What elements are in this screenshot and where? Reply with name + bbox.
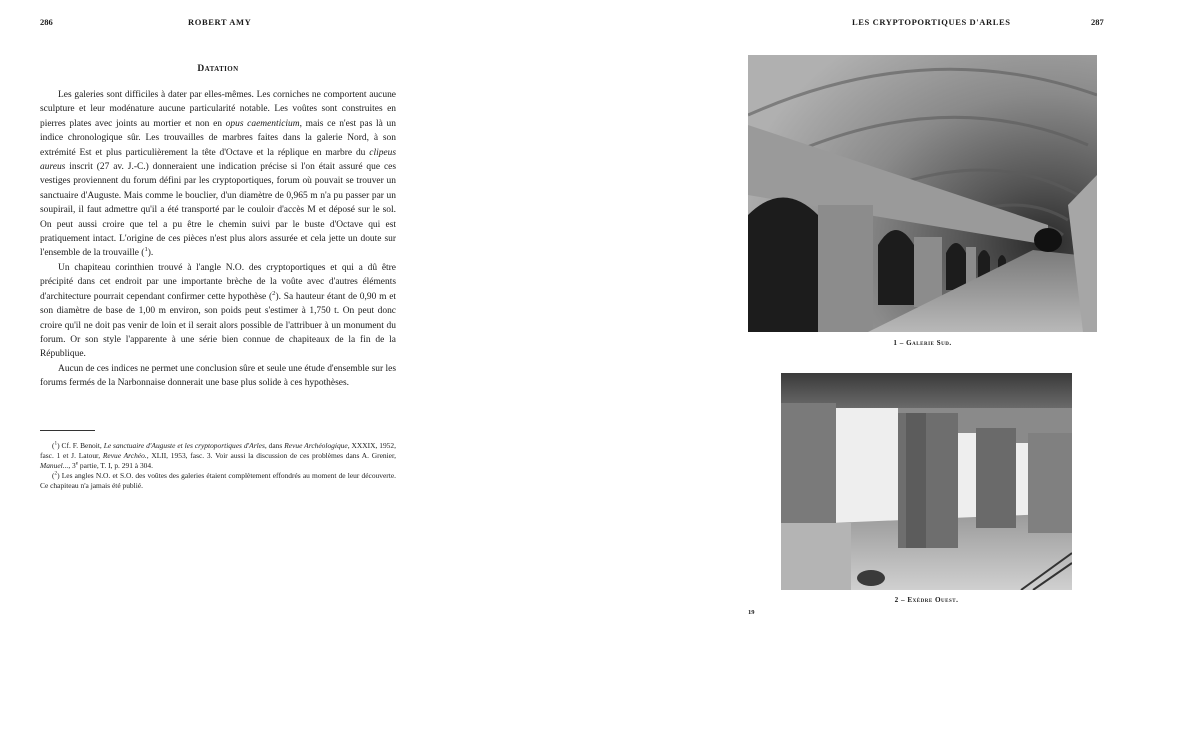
text-run: ) Les angles N.O. et S.O. des voûtes des galeries étaient complètement effondrés au moment de leur découverte. Ce chapiteau n'a jamais été publié. bbox=[40, 471, 396, 490]
text-run: , mais ce n'est pas là un indice chronologique sûr. Les trouvailles de marbres faites dans la galerie Nord, à son extrémité Est et plus particulièrement la tête d'Octave et la réplique en marbre du bbox=[40, 118, 396, 158]
footnote-2 bbox=[40, 471, 396, 491]
figure-1-photo bbox=[748, 55, 1097, 332]
text-run: , 3 bbox=[68, 461, 76, 470]
text-run: Aucun de ces indices ne permet une conclusion sûre et seule une étude d'ensemble sur les forums fermés de la Narbonnaise donnerait une base plus solide à ces hypothèses. bbox=[40, 363, 396, 389]
gallery-photo-image bbox=[748, 55, 1097, 332]
text-run: , XLII, 1953, fasc. 3. Voir aussi la discussion de ces problèmes dans A. Grenier, bbox=[146, 451, 397, 460]
text-run: ( bbox=[52, 471, 55, 480]
italic-text: Manuel... bbox=[40, 461, 69, 470]
superscript: 2 bbox=[272, 289, 276, 297]
superscript: 2 bbox=[54, 470, 58, 477]
text-run: Les galeries sont difficiles à dater par elles-mêmes. Les corniches ne comportent aucune sculpture et leur modénature aucune particularité notable. Les voûtes sont construites en pierres plates avec joints au mortier et non en bbox=[40, 90, 396, 129]
running-head-right: LES CRYPTOPORTIQUES D'ARLES bbox=[852, 17, 1011, 27]
superscript: e bbox=[75, 460, 79, 467]
italic-text: Le sanctuaire d'Auguste et les cryptoportiques d'Arles bbox=[103, 441, 265, 450]
paragraph-2 bbox=[40, 261, 396, 362]
text-run: ( bbox=[52, 441, 55, 450]
footnote-rule bbox=[40, 430, 95, 431]
text-run: ) Cf. F. Benoit, bbox=[57, 441, 104, 450]
paragraph-1 bbox=[40, 88, 396, 261]
exedra-photo-image bbox=[781, 373, 1072, 590]
figure-2-photo bbox=[781, 373, 1072, 590]
text-run: ). Sa hauteur étant de 0,90 m et son diamètre de base de 1,00 m environ, son poids peut s'estimer à 1,750 t. On peut donc croire qu'il ne doit pas venir de loin et il serait alors possible de l'attribuer à un monument du forum. Or son style l'apparente à une série bien connue de chapiteaux de la fin de la République. bbox=[40, 291, 396, 360]
text-run: , dans bbox=[264, 441, 285, 450]
page-number-left: 286 bbox=[40, 17, 53, 27]
superscript: 1 bbox=[54, 440, 58, 447]
running-head-left: ROBERT AMY bbox=[188, 17, 252, 27]
footnote-1 bbox=[40, 441, 396, 471]
superscript: 1 bbox=[144, 246, 148, 254]
figure-2-caption: 2 – Exèdre Ouest. bbox=[894, 596, 959, 604]
signature-mark: 19 bbox=[748, 609, 755, 616]
italic-text: clipeus aureus bbox=[40, 147, 396, 173]
footnotes bbox=[40, 441, 396, 491]
section-title: Datation bbox=[197, 64, 239, 74]
text-run: inscrit (27 av. J.-C.) donneraient une indication précise si l'on était assuré que ces vestiges proviennent du forum défini par les cryptoportiques, forum où pouvait se trouver un sanctuaire d'Auguste. Mais comme le bouclier, d'un diamètre de 0,965 m n'a pu passer par un soupirail, il faut admettre qu'il a été transporté par le couloir d'accès M et déposé sur le sol. On peut aussi croire que tel a pu être le chemin suivi par le buste d'Octave qui est pratiquement intact. L'origine de ces pièces n'est plus alors assurée et cela jette un doute sur l'ensemble de la trouvaille ( bbox=[40, 162, 396, 259]
body-text bbox=[40, 88, 396, 391]
page-number-right: 287 bbox=[1091, 17, 1104, 27]
right-page bbox=[594, 0, 1189, 740]
italic-text: Revue Archéologique bbox=[284, 441, 348, 450]
paragraph-3 bbox=[40, 362, 396, 391]
text-run: , XXXIX, 1952, fasc. 1 et J. Latour, bbox=[40, 441, 396, 460]
italic-text: Revue Archéo. bbox=[102, 451, 147, 460]
text-run: ). bbox=[147, 248, 154, 259]
left-page bbox=[0, 0, 594, 740]
italic-text: opus caementicium bbox=[225, 118, 300, 129]
text-run: Un chapiteau corinthien trouvé à l'angle N.O. des cryptoportiques et qui a dû être précipité dans cet endroit par une importante brèche de la voûte avec d'autres éléments d'architecture pourrait cependant confirmer cette hypothèse ( bbox=[40, 262, 396, 302]
figure-1-caption: 1 – Galerie Sud. bbox=[893, 339, 952, 347]
text-run: partie, T. I, p. 291 à 304. bbox=[78, 461, 153, 470]
